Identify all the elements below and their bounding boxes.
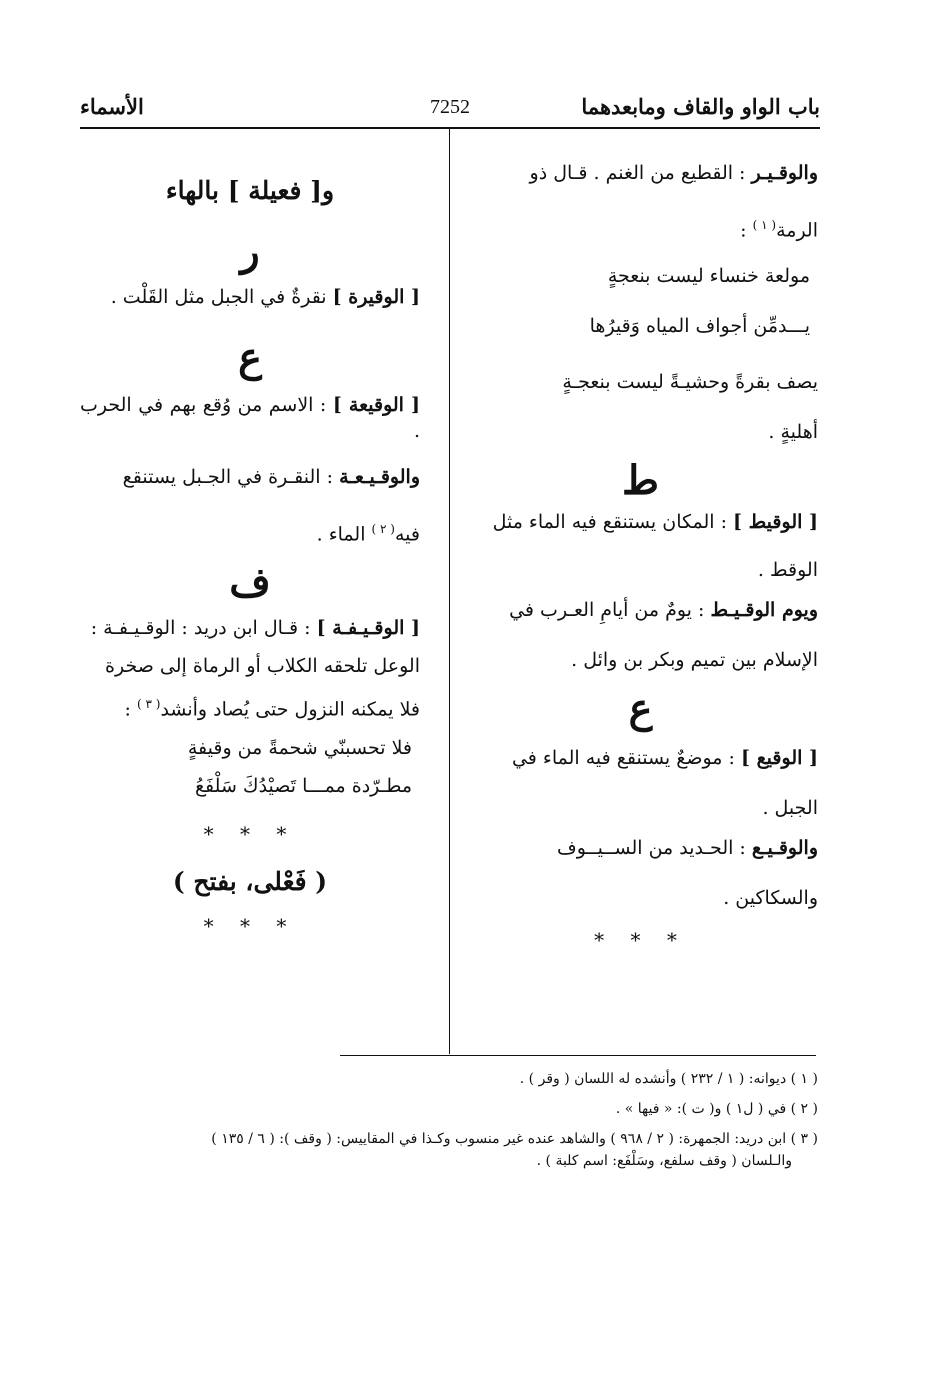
entry-waqia-2 [80, 464, 420, 490]
footnote-3-cont: والـلسان ( وقف سلفع، وسَلْفَع: اسم كلبة ) . [536, 1153, 792, 1169]
entry-waqit-cont: الوقط . [757, 559, 818, 582]
footnote-ref: ( ١ ) [752, 218, 777, 232]
entry-waqi-cont: الجبل . [762, 797, 818, 820]
text: الماء . [316, 523, 366, 546]
chapter-title: باب الواو والقاف ومابعدهما [581, 94, 820, 119]
page-header [80, 88, 820, 128]
separator-stars-2: * * * [203, 913, 297, 938]
letter-heading-ta: ط [622, 457, 659, 505]
footnote-ref: ( ٣ ) [136, 697, 161, 712]
headword: والوقـيـعـة [339, 466, 420, 488]
text: فيه [394, 523, 420, 546]
definition: : يومٌ من أيامِ العـرب في [509, 599, 705, 622]
entry-waqifa-cont: الوعل تلحقه الكلاب أو الرماة إلى صخرة [105, 655, 420, 678]
entry-waqir [463, 160, 818, 186]
entry-yawm-waqit [463, 597, 818, 623]
definition: : موضعٌ يستنقع فيه الماء في [511, 747, 735, 770]
headword: [ الوقـيـفـة ] [316, 617, 420, 640]
entry-waqifa [80, 615, 420, 641]
column-divider [449, 128, 450, 1054]
section-heading: و[ فعيلة ] بالهاء [165, 176, 335, 205]
entry-waqira [80, 284, 420, 310]
definition: : القطيع من الغنم . قـال ذو [529, 162, 746, 184]
section-heading-2: ( فَعْلى، بفتح ) [172, 866, 328, 896]
letter-heading-ain: ع [628, 685, 653, 733]
definition: : المكان يستنقع فيه الماء مثل [492, 511, 727, 534]
verse-line-2: مطـرّدة ممـــا تَصيْدُكَ سَلْفَعُ [194, 774, 412, 797]
text: الرمة [776, 219, 818, 242]
headword: ويوم الوقـيـط [710, 599, 818, 622]
headword: [ الوقيع ] [740, 747, 818, 770]
entry-waqia [80, 392, 420, 444]
verse-line-2: يـــدمِّن أجواف المياه وَقيرُها [589, 315, 810, 338]
footnote-rule [340, 1055, 816, 1056]
verse-line-1: فلا تحسبنّي شحمةً من وقيفةٍ [187, 736, 412, 759]
letter-heading-ain: ع [238, 334, 262, 381]
header-rule [80, 127, 820, 129]
text: فلا يمكنه النزول حتى يُصاد وأنشد [160, 698, 420, 721]
definition: : النقـرة في الجـبل يستنقع [122, 466, 334, 488]
entry-waqi-2-cont: والسكاكين . [723, 887, 818, 910]
page-number: 7252 [430, 96, 470, 118]
separator-stars: * * * [203, 821, 297, 846]
left-column [80, 150, 420, 939]
definition: : الاسم من وُقع بهم في الحرب . [80, 394, 420, 442]
colon: : [740, 219, 747, 242]
entry-waqifa-cont2 [80, 691, 420, 722]
letter-heading-ra: ر [240, 228, 260, 275]
colon: : [124, 698, 131, 721]
right-column [463, 150, 818, 953]
entry-waqi-2 [463, 835, 818, 861]
entry-waqir-cont [463, 212, 818, 243]
entry-yawm-waqit-cont: الإسلام بين تميم وبكر بن وائل . [571, 649, 818, 672]
headword: والوقـيـع [751, 837, 818, 860]
letter-heading-fa: ف [229, 559, 271, 607]
headword: [ الوقيعة ] [332, 394, 421, 416]
definition: نقرةٌ في الجبل مثل القَلْت . [110, 286, 327, 308]
entry-waqit [463, 509, 818, 535]
definition: : الحـديد من الســيــوف [557, 837, 746, 860]
footnote-1: ( ١ ) ديوانه: ( ١ / ٢٣٢ ) وأنشده له اللسان ( وقر ) . [519, 1071, 818, 1087]
entry-waqi [463, 745, 818, 771]
headword: والوقـيـر [751, 162, 818, 184]
footnotes [88, 1068, 818, 1180]
section-title: الأسماء [80, 94, 144, 119]
headword: [ الوقيط ] [733, 511, 818, 534]
entry-waqia-2-cont [80, 516, 420, 547]
definition: : قـال ابن دريد : الوقـيـفـة : [90, 617, 311, 640]
explanation: يصف بقرةً وحشيـةً ليست بنعجـةٍ [562, 371, 818, 394]
footnote-2: ( ٢ ) في ( ل١ ) و( ت ): « فيها » . [615, 1101, 818, 1117]
separator-stars: * * * [594, 928, 687, 953]
explanation-cont: أهليةٍ . [768, 421, 818, 444]
footnote-ref: ( ٢ ) [371, 522, 395, 536]
footnote-3: ( ٣ ) ابن دريد: الجمهرة: ( ٢ / ٩٦٨ ) والشاهد عنده غير منسوب وكـذا في المقاييس: ( وقف ): ( ٦ / ١٣٥ ) [211, 1131, 818, 1147]
headword: [ الوقيرة ] [332, 286, 420, 308]
verse-line-1: مولعة خنساء ليست بنعجةٍ [607, 265, 810, 288]
